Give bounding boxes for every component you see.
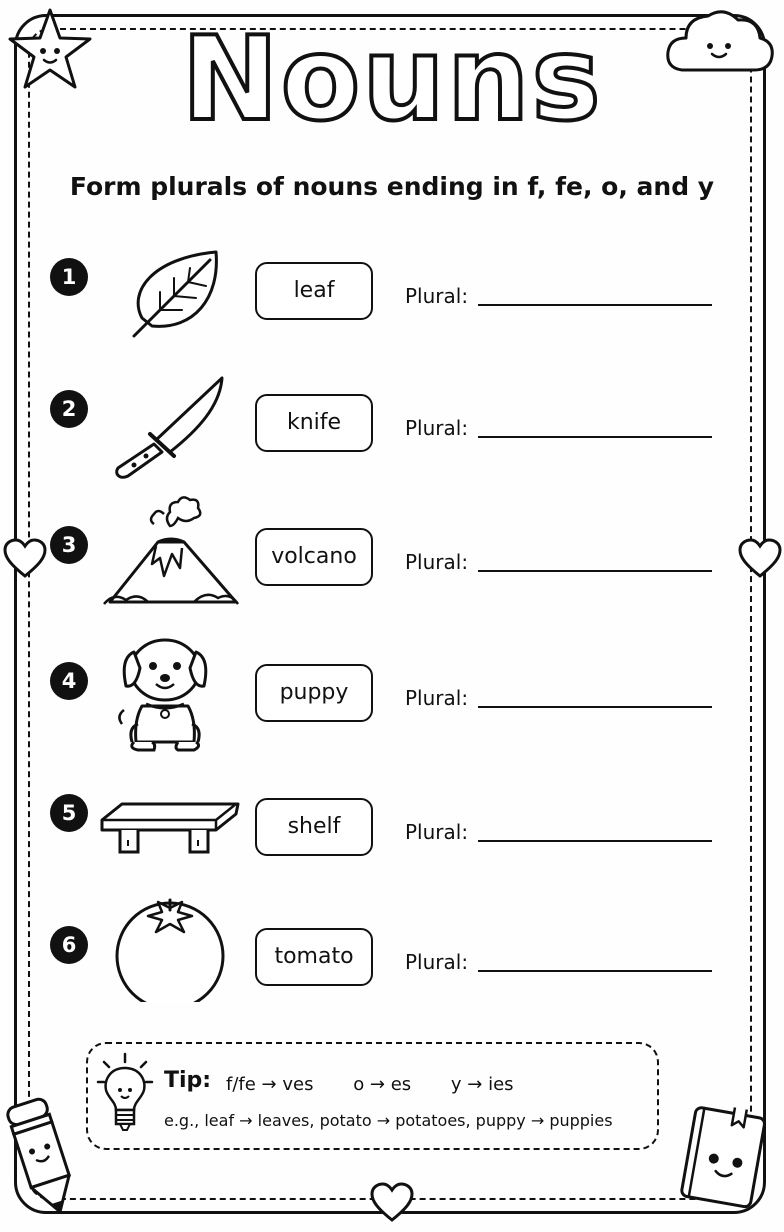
plural-label: Plural:	[405, 284, 469, 308]
leaf-icon	[98, 248, 228, 350]
item-number: 4	[50, 662, 88, 700]
answer-line[interactable]	[478, 970, 712, 972]
exercise-row	[0, 794, 784, 904]
worksheet-subtitle: Form plurals of nouns ending in f, fe, o, and y	[69, 172, 715, 201]
shelf-icon	[98, 798, 242, 858]
noun-word: shelf	[255, 798, 373, 856]
tip-rule: o → es	[353, 1074, 412, 1095]
answer-line[interactable]	[478, 840, 712, 842]
noun-word: volcano	[255, 528, 373, 586]
exercise-row	[0, 526, 784, 636]
tip-rules	[226, 1074, 548, 1095]
exercise-row	[0, 662, 784, 772]
worksheet-title: Nouns	[181, 12, 603, 147]
noun-word: puppy	[255, 664, 373, 722]
tip-label: Tip:	[164, 1068, 212, 1093]
volcano-icon	[98, 492, 242, 612]
noun-word: tomato	[255, 928, 373, 986]
pencil-icon	[4, 1092, 84, 1220]
exercise-row	[0, 390, 784, 500]
exercise-row	[0, 258, 784, 368]
knife-icon	[98, 376, 228, 480]
answer-line[interactable]	[478, 304, 712, 306]
tip-rule: y → ies	[450, 1074, 514, 1095]
item-number: 6	[50, 926, 88, 964]
lightbulb-icon	[96, 1052, 154, 1136]
item-number: 3	[50, 526, 88, 564]
exercise-row	[0, 926, 784, 1036]
answer-line[interactable]	[478, 436, 712, 438]
noun-word: knife	[255, 394, 373, 452]
puppy-icon	[98, 624, 228, 754]
plural-label: Plural:	[405, 820, 469, 844]
item-number: 5	[50, 794, 88, 832]
item-number: 1	[50, 258, 88, 296]
answer-line[interactable]	[478, 706, 712, 708]
plural-label: Plural:	[405, 416, 469, 440]
answer-line[interactable]	[478, 570, 712, 572]
tip-example: e.g., leaf → leaves, potato → potatoes, puppy → puppies	[164, 1111, 613, 1130]
tip-box	[86, 1042, 659, 1150]
heart-icon	[369, 1182, 415, 1224]
plural-label: Plural:	[405, 550, 469, 574]
tip-rule: f/fe → ves	[226, 1074, 314, 1095]
tomato-icon	[98, 898, 228, 1002]
item-number: 2	[50, 390, 88, 428]
plural-label: Plural:	[405, 686, 469, 710]
plural-label: Plural:	[405, 950, 469, 974]
book-icon	[666, 1102, 778, 1214]
noun-word: leaf	[255, 262, 373, 320]
